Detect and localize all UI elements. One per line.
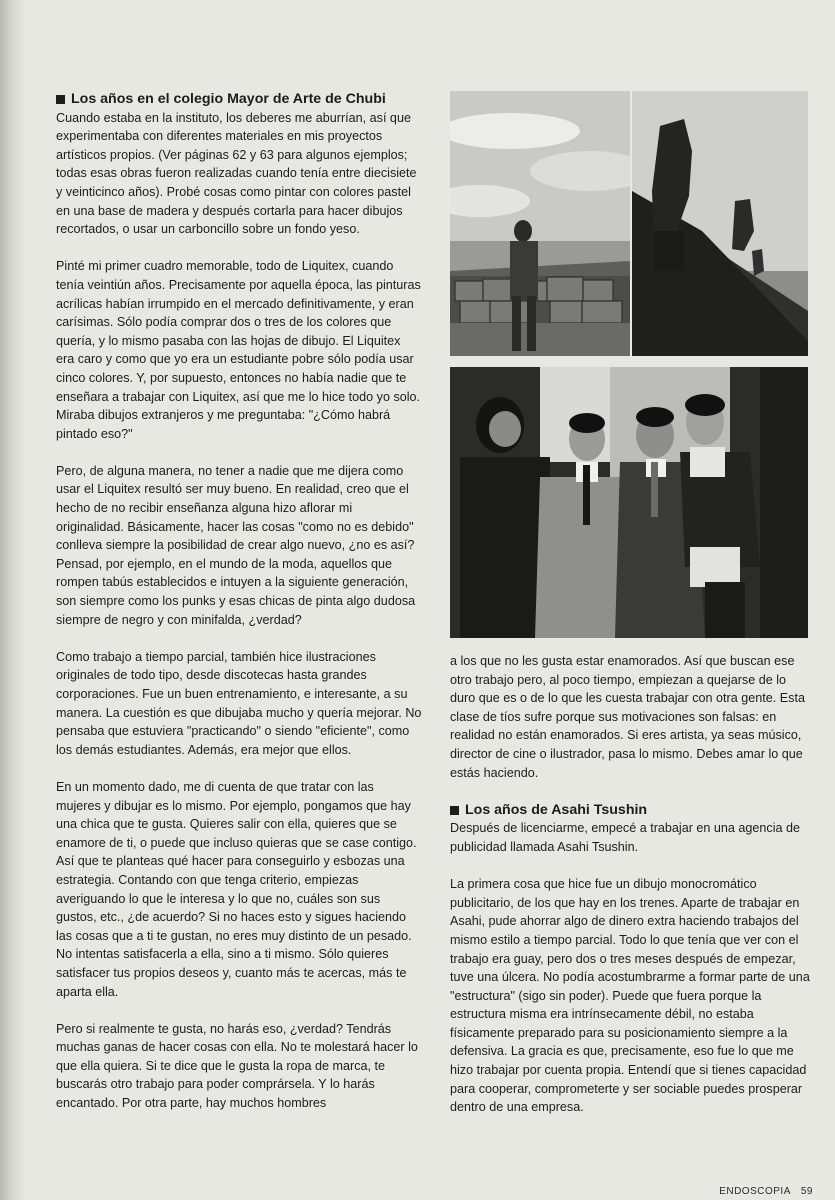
page-number: 59 <box>800 1186 813 1197</box>
section-heading-text: Los años de Asahi Tsushin <box>465 801 648 818</box>
section-heading-chubi <box>56 90 422 109</box>
paragraph: Después de licenciarme, empecé a trabajar en una agencia de publicidad llamada Asahi Tsushin. <box>450 821 801 854</box>
footer-section-label: ENDOSCOPIA <box>719 1186 791 1197</box>
square-bullet-icon <box>450 806 459 815</box>
section-heading-asahi <box>450 801 812 820</box>
paragraph: La primera cosa que hice fue un dibujo monocromático publicitario, de los que hay en los trenes. Aparte de trabajar en Asahi, pude ahorrar algo de dinero extra haciendo trabajos del mismo estilo a tiempo parcial. Todo lo que tenía que ver con el trabajo era guay, pero dos o tres meses después de empezar, tuve una úlcera. No podía acostumbrarme a formar parte de una "estructura" (sigo sin poder). Puede que fuera porque la estructura misma era intrínsecamente débil, no estaba físicamente preparado para su posicionamiento siempre a la defensiva. La gracia es que, precisamente, eso fue lo que me hizo trabajar por cuenta propia. Entendí que si tienes capacidad para cooperar, comprometerte y ser sociable puedes prosperar dentro de una empresa. <box>450 877 810 1115</box>
square-bullet-icon <box>56 95 65 104</box>
section-heading-text: Los años en el colegio Mayor de Arte de Chubi <box>71 91 386 107</box>
paragraph-continuation: a los que no les gusta estar enamorados. Así que buscan ese otro trabajo pero, al poco tiempo, empiezan a quejarse de lo duro que es o de lo que les cuesta trabajar con otra gente. Esta clase de tíos sufre porque sus motivaciones son falsas: en realidad no están enamorados. Si eres artista, ya seas músico, director de cine o ilustrador, pasa lo mismo. Debes amar lo que estás haciendo. <box>450 654 805 780</box>
page-footer <box>719 1186 813 1197</box>
paragraph: Pero, de alguna manera, no tener a nadie que me dijera como usar el Liquitex resultó ser muy bueno. En realidad, creo que el hecho de no recibir enseñanza alguna hizo aflorar mi originalidad. Básicamente, hacer las cosas "como no es debido" conlleva siempre la posibilidad de crear algo nuevo, ¿no es así? Pensad, por ejemplo, en el mundo de la moda, aquellos que rompen tabús establecidos e intuyen a la siguiente generación, son siempre como los punks y esas chicas de pinta algo dudosa siempre de negro y con minifalda, ¿verdad? <box>56 463 416 627</box>
paragraph: Pinté mi primer cuadro memorable, todo de Liquitex, cuando tenía veintiún años. Precisamente por aquella época, las pinturas acrílicas habían irrumpido en el mercado definitivamente, y eran carísimas. Sólo podía comprar dos o tres de los colores que quería, y lo mismo pasaba con las hojas de dibujo. El Liquitex era caro y como que yo era un estudiante pobre sólo podía usar cinco colores. Y, por supuesto, entonces no había nadie que te enseñara a trabajar con Liquitex, así que me lo hice todo yo solo. Miraba dibujos extranjeros y me preguntaba: "¿Cómo habrá pintado eso?" <box>56 259 421 441</box>
paragraph: Cuando estaba en la instituto, los deberes me aburrían, así que experimentaba con diferentes materiales en mis proyectos artísticos propios. (Ver páginas 62 y 63 para algunos ejemplos; todas esas obras fueron realizadas cuando tenía entre diecisiete y veinticinco años). Probé cosas como pintar con colores pastel en una base de madera y después cortarla para hacer dibujos recortados, o usar un carboncillo sobre un fondo yeso. <box>56 110 417 237</box>
photo-ruins <box>450 91 630 356</box>
paragraph: Pero si realmente te gusta, no harás eso, ¿verdad? Tendrás muchas ganas de hacer cosas con ella. No te molestará hacer lo que ella quiera. Si te dice que le gusta la ropa de marca, te buscarás otro trabajo para poder comprársela. Y lo harás encantado. Por otra parte, hay muchos hombres <box>56 1021 418 1111</box>
page-gutter-shadow <box>0 0 26 1200</box>
paragraph: En un momento dado, me di cuenta de que tratar con las mujeres y dibujar es lo mismo. Por ejemplo, pongamos que hay una chica que te gusta. Quieres salir con ella, quieres que se enamore de ti, o puede que incluso quieras que se case contigo. Así que te planteas qué hacer para conseguirlo y esbozas una estrategia. Contando con que tenga criterio, empiezas averiguando lo que le interesa y lo que no, cuáles son sus gustos, etc., ¿de acuerdo? Si no haces esto y sigues haciendo las cosas que a ti te gustan, no eres muy distinto de un pesado. No intentas satisfacerla a ella, sino a ti mismo. Sólo quieres satisfacer tus propios deseos y, cuanto más te acercas, más te aparta ella. <box>56 779 417 999</box>
left-column <box>56 90 422 1131</box>
right-column <box>450 652 812 1135</box>
photo-moai <box>632 91 808 356</box>
photo-group-portrait <box>450 367 808 638</box>
paragraph: Como trabajo a tiempo parcial, también hice ilustraciones originales de todo tipo, desde discotecas hasta grandes corporaciones. Fue un buen entrenamiento, e interesante, a su manera. La cuestión es que dibujaba mucho y quería mejorar. No pensaba que estuviera "practicando" o siendo "eficiente", como los demás estudiantes. Además, era mejor que ellos. <box>56 649 422 757</box>
